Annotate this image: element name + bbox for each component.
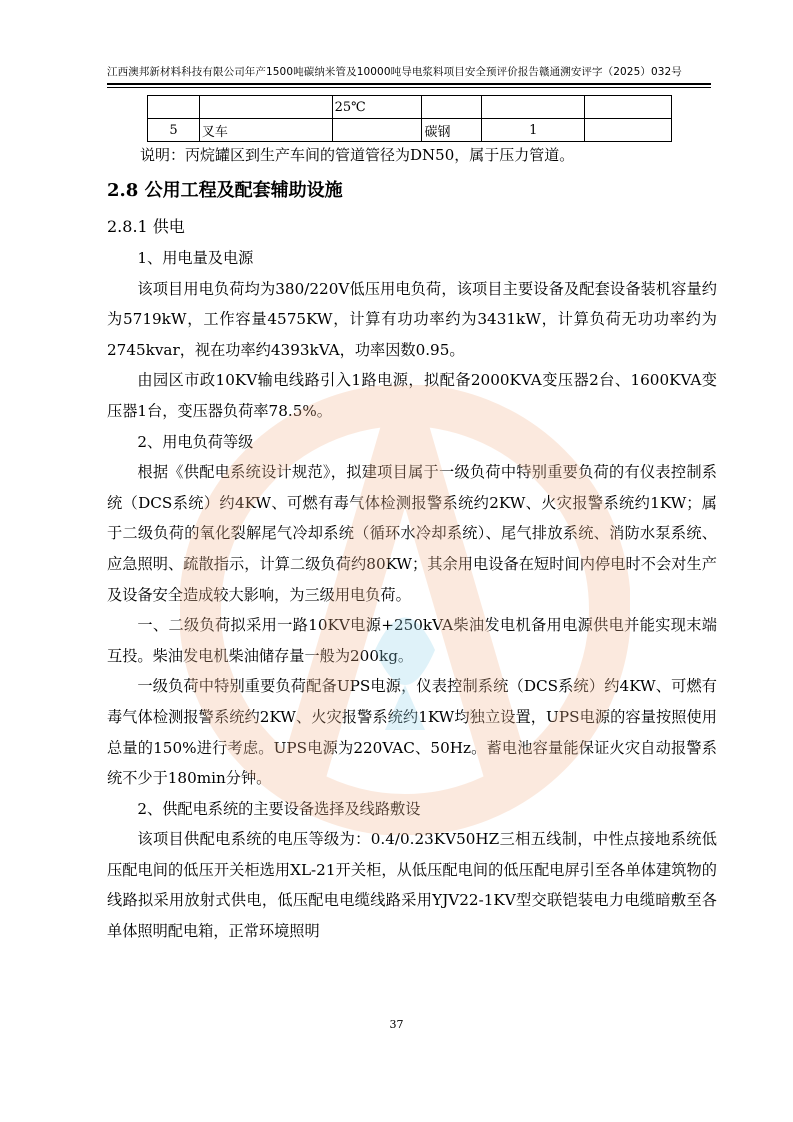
table-cell: 25℃: [332, 96, 422, 119]
paragraph: 由园区市政10KV输电线路引入1路电源，拟配备2000KVA变压器2台、1600KVA变压器1台，变压器负荷率78.5%。: [107, 371, 717, 420]
table-cell: 1: [482, 119, 585, 142]
paragraph: 2、供配电系统的主要设备选择及线路敷设: [137, 799, 421, 818]
table-cell: [585, 96, 672, 119]
table-cell: [332, 119, 422, 142]
table-note: 说明：丙烷罐区到生产车间的管道管径为DN50，属于压力管道。: [140, 146, 575, 164]
header-rule: [107, 83, 711, 85]
table-row: [148, 119, 672, 142]
subsection-title: 2.8.1 供电: [107, 217, 185, 236]
body-text: [107, 243, 717, 947]
table-cell: 叉车: [199, 119, 332, 142]
paragraph: 一级负荷中特别重要负荷配备UPS电源，仪表控制系统（DCS系统）约4KW、可燃有毒气体检测报警系统约2KW、火灾报警系统约1KW均独立设置，UPS电源的容量按照使用总量的150%进行考虑。UPS电源为220VAC、50Hz。蓄电池容量能保证火灾自动报警系统不少于180min分钟。: [107, 677, 717, 788]
section-title: 2.8 公用工程及配套辅助设施: [107, 180, 343, 201]
table-row: [148, 96, 672, 119]
table-cell: [199, 96, 332, 119]
table-cell: 碳钢: [422, 119, 482, 142]
paragraph: 2、用电负荷等级: [137, 432, 254, 451]
table-cell: [482, 96, 585, 119]
table-cell: [422, 96, 482, 119]
table-cell: 5: [148, 119, 200, 142]
paragraph: 1、用电量及电源: [137, 249, 254, 267]
table-cell: [585, 119, 672, 142]
paragraph: 该项目用电负荷均为380/220V低压用电负荷，该项目主要设备及配套设备装机容量约为5719kW，工作容量4575KW，计算有功功率约为3431kW，计算负荷无功功率约为2745kvar，视在功率约4393kVA，功率因数0.95。: [107, 279, 717, 359]
page-header: 江西澳邦新材料科技有限公司年产1500吨碳纳米管及10000吨导电浆料项目安全预评价报告赣通溯安评字（2025）032号: [107, 66, 682, 78]
page-number: 37: [389, 1018, 404, 1031]
paragraph: 一、二级负荷拟采用一路10KV电源+250kVA柴油发电机备用电源供电并能实现末端互投。柴油发电机柴油储存量一般为200kg。: [107, 616, 717, 665]
equipment-table: [147, 95, 672, 142]
table-cell: [148, 96, 200, 119]
header-rule-thin: [107, 87, 711, 88]
paragraph: 该项目供配电系统的电压等级为：0.4/0.23KV50HZ三相五线制，中性点接地系统低压配电间的低压开关柜选用XL-21开关柜，从低压配电间的低压配电屏引至各单体建筑物的线路拟采用放射式供电，低压配电电缆线路采用YJV22-1KV型交联铠装电力电缆暗敷至各单体照明配电箱，正常环境照明: [107, 830, 717, 941]
paragraph: 根据《供配电系统设计规范》，拟建项目属于一级负荷中特别重要负荷的有仪表控制系统（DCS系统）约4KW、可燃有毒气体检测报警系统约2KW、火灾报警系统约1KW；属于二级负荷的氧化裂解尾气冷却系统（循环水冷却系统）、尾气排放系统、消防水泵系统、应急照明、疏散指示，计算二级负荷约80KW；其余用电设备在短时间内停电时不会对生产及设备安全造成较大影响，为三级用电负荷。: [107, 463, 717, 604]
